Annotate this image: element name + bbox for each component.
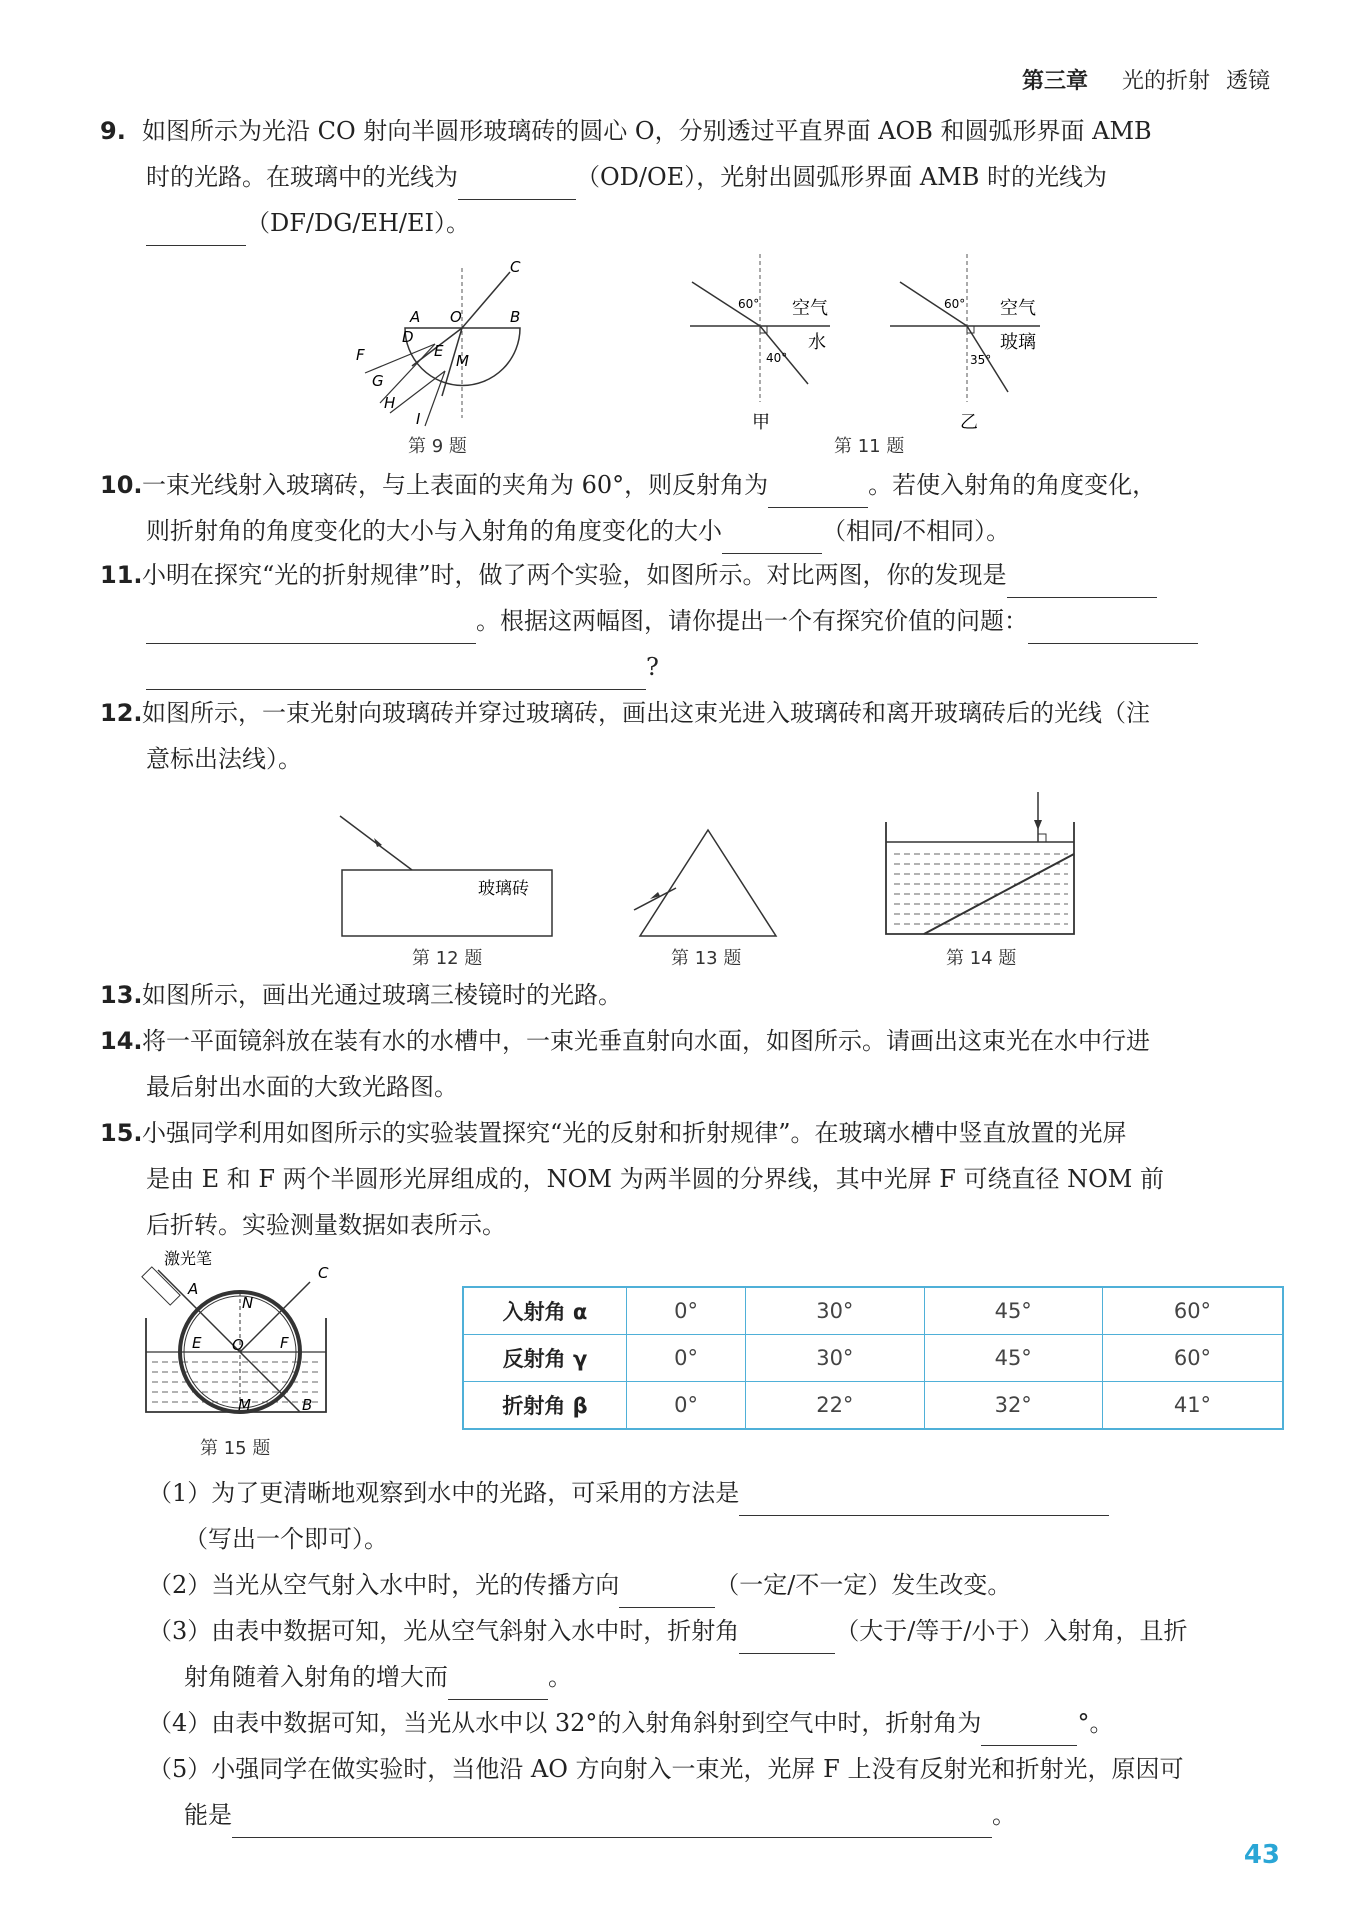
figure-13-diagram (630, 826, 785, 941)
question-text: 小明在探究“光的折射规律”时，做了两个实验，如图所示。对比两图，你的发现是 (142, 561, 1007, 589)
answer-blank[interactable] (722, 525, 822, 554)
answer-blank[interactable] (768, 479, 868, 508)
svg-text:M: M (238, 1396, 251, 1414)
question-text: （5）小强同学在做实验时，当他沿 AO 方向射入一束光，光屏 F 上没有反射光和折射光，原因可 (148, 1755, 1184, 1783)
answer-blank[interactable] (146, 661, 646, 690)
table-cell: 60° (1102, 1335, 1283, 1382)
question-text: （一定/不一定）发生改变。 (715, 1571, 1012, 1599)
question-text: 。若使入射角的角度变化， (868, 471, 1157, 499)
answer-blank[interactable] (146, 217, 246, 246)
question-15-sub-4 (148, 1700, 1288, 1746)
page-header (1022, 64, 1270, 95)
figure-15-diagram (140, 1248, 340, 1438)
table-cell: 45° (924, 1335, 1102, 1382)
answer-blank[interactable] (448, 1671, 548, 1700)
question-text: （2）当光从空气射入水中时，光的传播方向 (148, 1571, 620, 1599)
table-cell: 0° (627, 1287, 746, 1335)
svg-text:O: O (232, 1336, 244, 1354)
question-13 (100, 972, 1280, 1018)
question-15-sub-5 (148, 1746, 1288, 1838)
question-text: °。 (1077, 1709, 1114, 1737)
table-header-cell: 折射角 β (463, 1382, 627, 1430)
table-cell: 0° (627, 1382, 746, 1430)
question-15-sub-2 (148, 1562, 1288, 1608)
table-row (463, 1335, 1283, 1382)
answer-blank[interactable] (739, 1487, 1109, 1516)
question-9 (100, 108, 1280, 246)
figure-12-caption: 第 12 题 (412, 948, 483, 969)
question-text: 时的光路。在玻璃中的光线为 (146, 163, 458, 191)
svg-text:35°: 35° (970, 353, 992, 367)
svg-text:O: O (450, 308, 462, 326)
question-text: 意标出法线）。 (146, 745, 302, 773)
svg-text:60°: 60° (738, 297, 760, 311)
question-text: 。 (548, 1663, 572, 1691)
question-text: 如图所示，画出光通过玻璃三棱镜时的光路。 (142, 981, 622, 1009)
svg-text:40°: 40° (766, 351, 788, 365)
table-row (463, 1287, 1283, 1335)
question-text: （写出一个即可）。 (184, 1525, 388, 1553)
svg-text:E: E (192, 1334, 202, 1352)
answer-blank[interactable] (619, 1579, 715, 1608)
answer-blank[interactable] (232, 1809, 992, 1838)
question-14 (100, 1018, 1280, 1110)
question-text: （大于/等于/小于）入射角，且折 (835, 1617, 1188, 1645)
answer-blank[interactable] (146, 615, 476, 644)
fig9-label-c: C (510, 258, 521, 276)
question-11 (100, 552, 1280, 690)
question-text: （OD/OE），光射出圆弧形界面 AMB 时的光线为 (576, 163, 1107, 191)
question-text: 后折转。实验测量数据如表所示。 (146, 1211, 506, 1239)
answer-blank[interactable] (1028, 615, 1198, 644)
question-number: 12. (100, 699, 143, 727)
question-text: 。 (992, 1801, 1016, 1829)
answer-blank[interactable] (981, 1717, 1077, 1746)
svg-text:空气: 空气 (792, 298, 828, 319)
svg-text:A: A (188, 1280, 199, 1298)
svg-text:玻璃: 玻璃 (1000, 332, 1036, 353)
header-title-2: 透镜 (1225, 69, 1270, 94)
question-text: 如图所示为光沿 CO 射向半圆形玻璃砖的圆心 O，分别透过平直界面 AOB 和圆弧形界面 AMB (142, 117, 1152, 145)
figure-14-diagream (880, 790, 1080, 940)
figure-15-caption: 第 15 题 (200, 1438, 271, 1459)
svg-text:B: B (510, 308, 521, 326)
question-12 (100, 690, 1280, 782)
question-text: （4）由表中数据可知，当光从水中以 32°的入射角斜射到空气中时，折射角为 (148, 1709, 982, 1737)
question-number: 10. (100, 471, 143, 499)
svg-text:E: E (434, 342, 444, 360)
svg-text:G: G (372, 372, 384, 390)
table-cell: 41° (1102, 1382, 1283, 1430)
figure-11-caption: 第 11 题 (834, 436, 905, 457)
question-number: 11. (100, 561, 143, 589)
question-text: （相同/不相同）。 (822, 517, 1011, 545)
header-title-1: 光的折射 (1121, 69, 1210, 94)
question-text: 是由 E 和 F 两个半圆形光屏组成的，NOM 为两半圆的分界线，其中光屏 F 可绕直径 NOM 前 (146, 1165, 1164, 1193)
svg-text:水: 水 (808, 332, 826, 353)
question-text: 如图所示，一束光射向玻璃砖并穿过玻璃砖，画出这束光进入玻璃砖和离开玻璃砖后的光线（注 (142, 699, 1150, 727)
svg-text:乙: 乙 (960, 412, 978, 432)
question-15-sub-3 (148, 1608, 1288, 1700)
data-table (462, 1286, 1284, 1430)
svg-text:空气: 空气 (1000, 298, 1036, 319)
table-header-cell: 反射角 γ (463, 1335, 627, 1382)
figure-12-diagram (330, 810, 560, 940)
answer-blank[interactable] (458, 171, 576, 200)
question-text: 小强同学利用如图所示的实验装置探究“光的反射和折射规律”。在玻璃水槽中竖直放置的光屏 (142, 1119, 1127, 1147)
answer-blank[interactable] (1007, 569, 1157, 598)
svg-text:M: M (456, 352, 469, 370)
question-number: 9. (100, 117, 126, 145)
svg-text:N: N (242, 1294, 254, 1312)
question-10 (100, 462, 1280, 554)
table-cell: 30° (746, 1335, 924, 1382)
svg-text:F: F (356, 346, 365, 364)
question-number: 14. (100, 1027, 143, 1055)
question-text: （DF/DG/EH/EI）。 (246, 209, 471, 237)
page-number: 43 (1243, 1840, 1280, 1870)
figure-14-caption: 第 14 题 (946, 948, 1017, 969)
svg-text:A: A (410, 308, 421, 326)
svg-text:B: B (302, 1396, 313, 1414)
question-text: 一束光线射入玻璃砖，与上表面的夹角为 60°，则反射角为 (142, 471, 769, 499)
question-15-sub-1 (148, 1470, 1288, 1562)
table-row (463, 1382, 1283, 1430)
question-text: ? (646, 653, 659, 681)
chapter-label: 第三章 (1021, 69, 1088, 94)
question-text: 能是 (184, 1801, 232, 1829)
svg-text:C: C (318, 1264, 329, 1282)
svg-text:D: D (402, 328, 414, 346)
svg-text:I: I (416, 410, 421, 428)
svg-text:F: F (280, 1334, 289, 1352)
table-cell: 60° (1102, 1287, 1283, 1335)
question-text: 将一平面镜斜放在装有水的水槽中，一束光垂直射向水面，如图所示。请画出这束光在水中行进 (142, 1027, 1150, 1055)
table-header-cell: 入射角 α (463, 1287, 627, 1335)
glass-brick-label: 玻璃砖 (478, 879, 529, 899)
svg-text:60°: 60° (944, 297, 966, 311)
question-text: （3）由表中数据可知，光从空气斜射入水中时，折射角 (148, 1617, 740, 1645)
figure-11-diagram (680, 252, 1050, 432)
svg-text:甲: 甲 (752, 412, 770, 432)
answer-blank[interactable] (739, 1625, 835, 1654)
question-text: 。根据这两幅图，请你提出一个有探究价值的问题： (476, 607, 1028, 635)
question-text: 最后射出水面的大致光路图。 (146, 1073, 458, 1101)
question-number: 15. (100, 1119, 143, 1147)
table-cell: 30° (746, 1287, 924, 1335)
question-text: （1）为了更清晰地观察到水中的光路，可采用的方法是 (148, 1479, 740, 1507)
question-text: 则折射角的角度变化的大小与入射角的角度变化的大小 (146, 517, 722, 545)
question-number: 13. (100, 981, 143, 1009)
figure-9-caption: 第 9 题 (408, 436, 467, 457)
figure-13-caption: 第 13 题 (671, 948, 742, 969)
table-cell: 22° (746, 1382, 924, 1430)
question-15 (100, 1110, 1280, 1248)
figure-9-diagram (350, 258, 550, 428)
table-cell: 0° (627, 1335, 746, 1382)
svg-text:H: H (384, 394, 396, 412)
table-cell: 45° (924, 1287, 1102, 1335)
laser-pen-label: 激光笔 (164, 1249, 213, 1268)
question-text: 射角随着入射角的增大而 (184, 1663, 448, 1691)
table-cell: 32° (924, 1382, 1102, 1430)
